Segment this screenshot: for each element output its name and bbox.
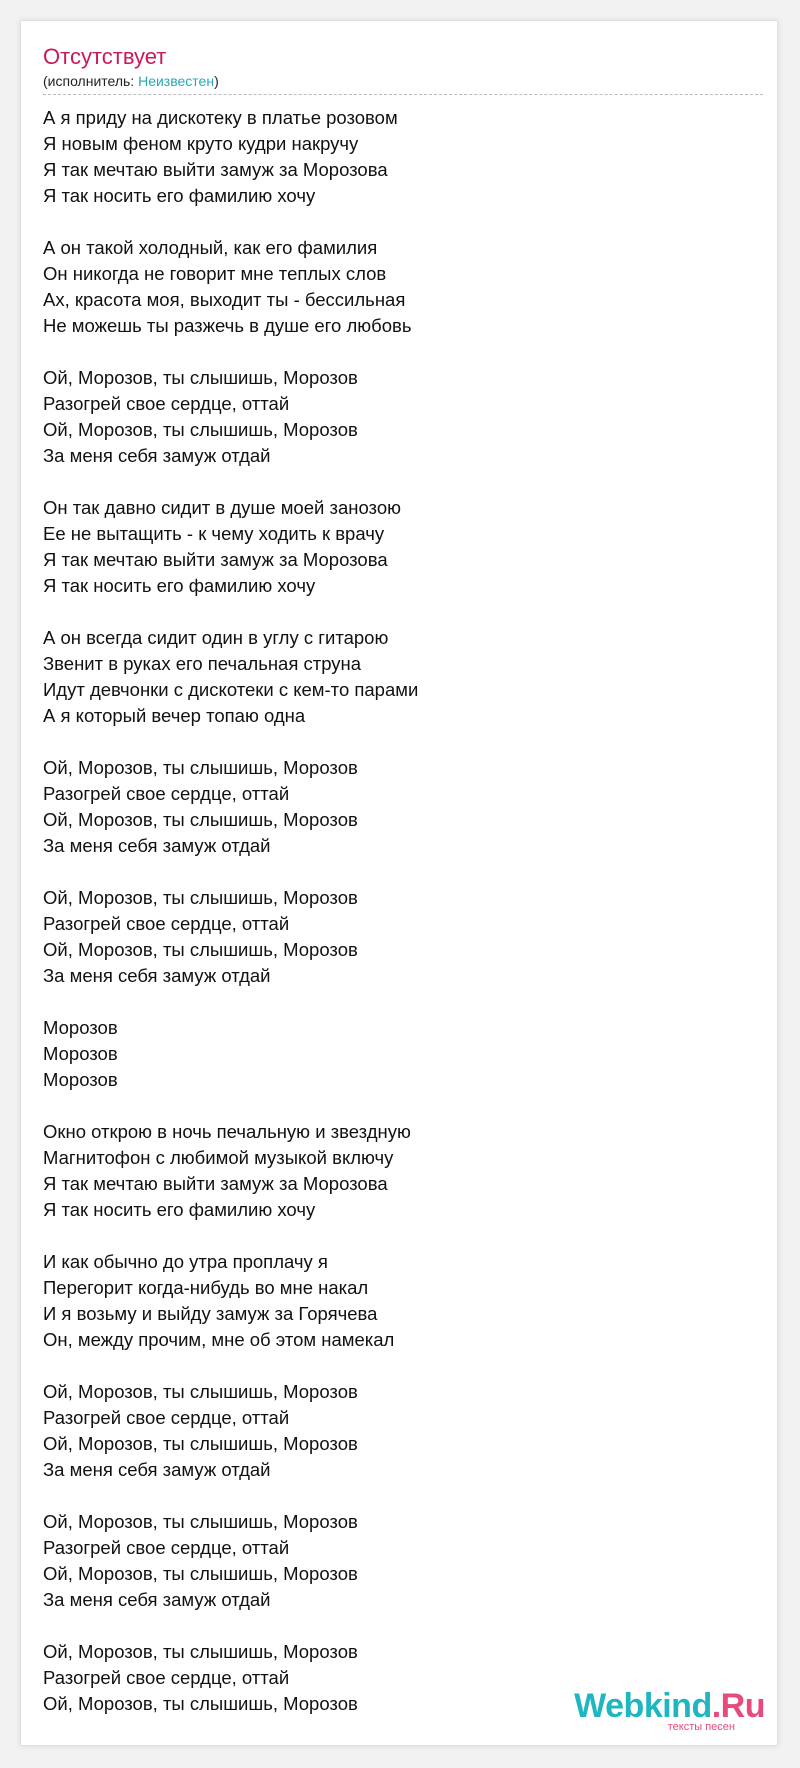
lyrics-line: Я так мечтаю выйти замуж за Морозова bbox=[43, 1173, 388, 1194]
lyrics-line: Я так мечтаю выйти замуж за Морозова bbox=[43, 549, 388, 570]
lyrics-line: А я приду на дискотеку в платье розовом bbox=[43, 107, 398, 128]
lyrics-stanza bbox=[43, 365, 747, 469]
lyrics-stanza bbox=[43, 235, 747, 339]
header-divider bbox=[43, 94, 763, 95]
lyrics-line: Морозов bbox=[43, 1017, 118, 1038]
lyrics-stanza bbox=[43, 885, 747, 989]
lyrics-line: Ах, красота моя, выходит ты - бессильная bbox=[43, 289, 406, 310]
lyrics-line: За меня себя замуж отдай bbox=[43, 965, 271, 986]
lyrics-stanza bbox=[43, 1509, 747, 1613]
lyrics-stanza bbox=[43, 1379, 747, 1483]
lyrics-line: Звенит в руках его печальная струна bbox=[43, 653, 362, 674]
lyrics-line: Он, между прочим, мне об этом намекал bbox=[43, 1329, 395, 1350]
lyrics-line: Ой, Морозов, ты слышишь, Морозов bbox=[43, 939, 358, 960]
artist-line bbox=[43, 72, 747, 90]
lyrics-line: Я так носить его фамилию хочу bbox=[43, 1199, 316, 1220]
lyrics-stanza bbox=[43, 1249, 747, 1353]
lyrics-line: А он такой холодный, как его фамилия bbox=[43, 237, 378, 258]
lyrics-line: Ее не вытащить - к чему ходить к врачу bbox=[43, 523, 385, 544]
logo-wordmark bbox=[574, 1689, 765, 1723]
lyrics-stanza bbox=[43, 625, 747, 729]
artist-suffix: ) bbox=[214, 73, 219, 89]
lyrics-line: Морозов bbox=[43, 1069, 118, 1090]
lyrics-line: Идут девчонки с дискотеки с кем-то парами bbox=[43, 679, 419, 700]
lyrics-line: Ой, Морозов, ты слышишь, Морозов bbox=[43, 1641, 358, 1662]
lyrics-line: Разогрей свое сердце, оттай bbox=[43, 1537, 290, 1558]
lyrics-line: Ой, Морозов, ты слышишь, Морозов bbox=[43, 757, 358, 778]
song-title: Отсутствует bbox=[43, 44, 167, 69]
lyrics-card bbox=[20, 20, 778, 1746]
site-logo[interactable] bbox=[574, 1689, 765, 1733]
lyrics-line: Не можешь ты разжечь в душе его любовь bbox=[43, 315, 412, 336]
lyrics-line: Ой, Морозов, ты слышишь, Морозов bbox=[43, 419, 358, 440]
lyrics-line: Я новым феном круто кудри накручу bbox=[43, 133, 359, 154]
lyrics-line: А он всегда сидит один в углу с гитарою bbox=[43, 627, 389, 648]
lyrics-line: За меня себя замуж отдай bbox=[43, 1459, 271, 1480]
lyrics-stanza bbox=[43, 755, 747, 859]
lyrics-line: Морозов bbox=[43, 1043, 118, 1064]
lyrics-line: Разогрей свое сердце, оттай bbox=[43, 1667, 290, 1688]
lyrics-line: Разогрей свое сердце, оттай bbox=[43, 913, 290, 934]
logo-tld: .Ru bbox=[711, 1687, 765, 1725]
lyrics-line: Перегорит когда-нибудь во мне накал bbox=[43, 1277, 369, 1298]
lyrics-line: За меня себя замуж отдай bbox=[43, 1589, 271, 1610]
lyrics-line: И я возьму и выйду замуж за Горячева bbox=[43, 1303, 378, 1324]
lyrics-line: А я который вечер топаю одна bbox=[43, 705, 306, 726]
lyrics-stanza bbox=[43, 1119, 747, 1223]
lyrics-line: Ой, Морозов, ты слышишь, Морозов bbox=[43, 809, 358, 830]
lyrics-line: Ой, Морозов, ты слышишь, Морозов bbox=[43, 1563, 358, 1584]
lyrics-line: Я так мечтаю выйти замуж за Морозова bbox=[43, 159, 388, 180]
logo-word: Webkind bbox=[574, 1687, 712, 1725]
lyrics-line: Ой, Морозов, ты слышишь, Морозов bbox=[43, 1693, 358, 1714]
lyrics-line: Я так носить его фамилию хочу bbox=[43, 185, 316, 206]
lyrics-body bbox=[43, 105, 747, 1743]
lyrics-stanza bbox=[43, 495, 747, 599]
lyrics-line: Ой, Морозов, ты слышишь, Морозов bbox=[43, 1381, 358, 1402]
lyrics-line: Ой, Морозов, ты слышишь, Морозов bbox=[43, 367, 358, 388]
lyrics-line: Он никогда не говорит мне теплых слов bbox=[43, 263, 387, 284]
lyrics-line: Разогрей свое сердце, оттай bbox=[43, 783, 290, 804]
lyrics-stanza bbox=[43, 1015, 747, 1093]
lyrics-line: Разогрей свое сердце, оттай bbox=[43, 393, 290, 414]
artist-link[interactable]: Неизвестен bbox=[138, 73, 215, 89]
lyrics-line: За меня себя замуж отдай bbox=[43, 445, 271, 466]
song-header bbox=[43, 43, 747, 95]
logo-tagline: тексты песен bbox=[667, 1721, 735, 1733]
lyrics-line: Он так давно сидит в душе моей занозою bbox=[43, 497, 401, 518]
artist-prefix: (исполнитель: bbox=[43, 73, 139, 89]
lyrics-line: Я так носить его фамилию хочу bbox=[43, 575, 316, 596]
lyrics-line: Ой, Морозов, ты слышишь, Морозов bbox=[43, 1433, 358, 1454]
lyrics-line: Ой, Морозов, ты слышишь, Морозов bbox=[43, 1511, 358, 1532]
lyrics-line: За меня себя замуж отдай bbox=[43, 835, 271, 856]
lyrics-line: Ой, Морозов, ты слышишь, Морозов bbox=[43, 887, 358, 908]
lyrics-line: Окно открою в ночь печальную и звездную bbox=[43, 1121, 411, 1142]
lyrics-stanza bbox=[43, 105, 747, 209]
lyrics-line: И как обычно до утра проплачу я bbox=[43, 1251, 328, 1272]
lyrics-line: Магнитофон с любимой музыкой включу bbox=[43, 1147, 394, 1168]
lyrics-line: Разогрей свое сердце, оттай bbox=[43, 1407, 290, 1428]
